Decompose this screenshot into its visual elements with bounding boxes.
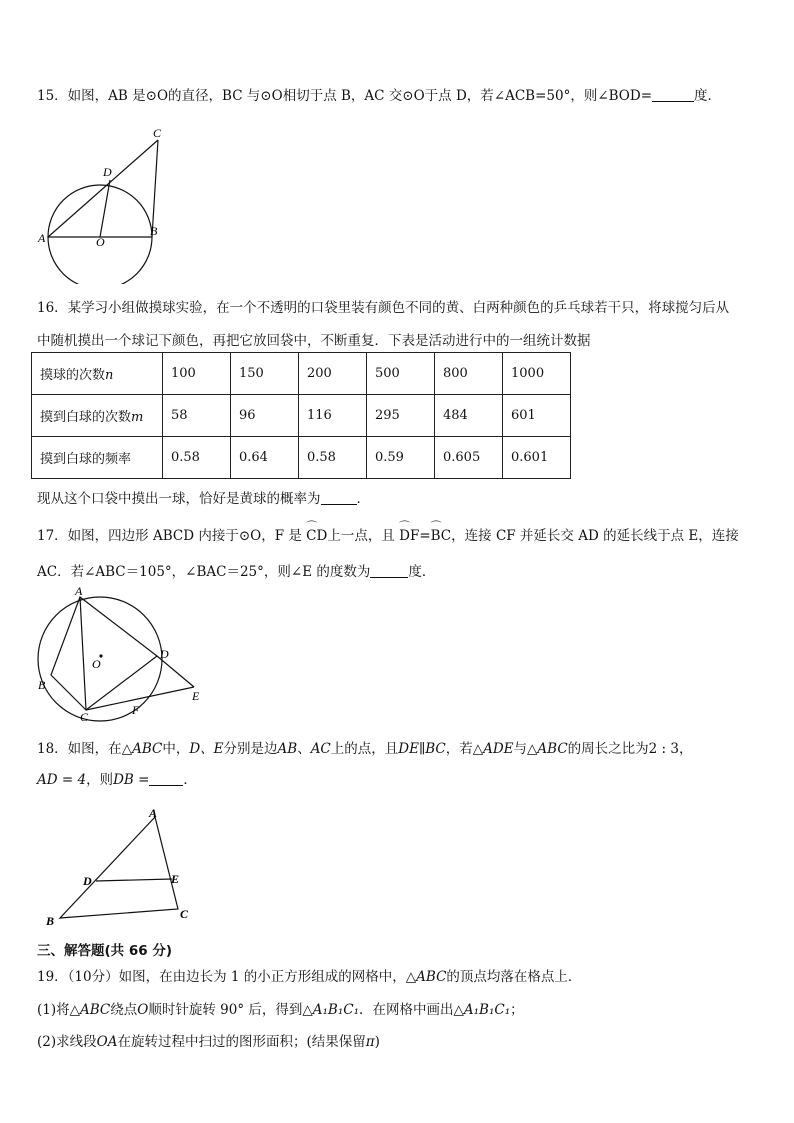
q16-line1: 16．某学习小组做摸球实验，在一个不透明的口袋里装有颜色不同的黄、白两种颜色的乒乓球若干只，将球搅匀后从 (37, 300, 730, 316)
table-cell: 500 (367, 353, 435, 395)
table-row-header: 摸到白球的次数m (32, 395, 163, 437)
q19-line1: 19．（10分）如图，在由边长为 1 的小正方形组成的网格中，△ABC的顶点均落在格点上． (37, 969, 582, 985)
q15-line-bc (152, 140, 158, 237)
q18-line2: AD = 4，则DB = ． (37, 772, 197, 788)
q17-label-d: D (160, 647, 169, 661)
table-cell: 58 (163, 395, 231, 437)
q15-label-a: A (38, 231, 46, 245)
q15-label-c: C (153, 126, 162, 140)
q17-quadrilateral-abcd (51, 597, 157, 710)
table-row (32, 353, 571, 395)
table-cell: 0.64 (231, 437, 299, 479)
table-cell: 116 (299, 395, 367, 437)
q16-stats-table (31, 352, 571, 479)
q15-text (37, 84, 721, 104)
table-cell: 150 (231, 353, 299, 395)
table-cell: 100 (163, 353, 231, 395)
q17-label-a: A (75, 584, 83, 598)
q15-answer-blank (652, 87, 694, 102)
q19-line3: (2)求线段OA在旋转过程中扫过的图形面积；(结果保留π) (37, 1034, 380, 1050)
q18-label-a: A (149, 806, 158, 820)
q15-tail: 度． (694, 88, 722, 104)
q17-arc-cd: ⌒ CD (306, 528, 327, 544)
q15-figure (36, 124, 176, 284)
q17-line2: AC．若∠ABC＝105°，∠BAC＝25°，则∠E 的度数为 度． (37, 564, 436, 580)
section-heading: 三、解答题(共 66 分) (37, 943, 173, 959)
q15-label-b: B (150, 224, 158, 238)
table-row-header: 摸球的次数n (32, 353, 163, 395)
q16-line2: 中随机摸出一个球记下颜色，再把它放回袋中，不断重复．下表是活动进行中的一组统计数据 (37, 333, 591, 349)
table-cell: 0.59 (367, 437, 435, 479)
q16-question: 现从这个口袋中摸出一球，恰好是黄球的概率为 ． (37, 491, 370, 507)
q15-label-d: D (103, 165, 112, 179)
table-cell: 1000 (503, 353, 571, 395)
q18-label-e: E (171, 872, 180, 886)
q16-answer-blank (321, 490, 357, 505)
q17-line1: 17．如图，四边形 ABCD 内接于⊙O，F 是 ⌒ CD上一点，且 ⌒ DF=⌒ BC，连接 CF 并延长交 AD 的延长线于点 E，连接 (37, 524, 739, 544)
q15-stem: 15．如图，AB 是⊙O的直径，BC 与⊙O相切于点 B，AC 交⊙O于点 D，若∠ACB=50°，则∠BOD= (37, 88, 653, 104)
table-cell: 0.601 (503, 437, 571, 479)
q15-line-od (100, 180, 110, 237)
q18-triangle-abc (60, 817, 178, 918)
q18-label-c: C (180, 907, 189, 921)
q17-arc-bc: ⌒ BC (431, 528, 452, 544)
q18-answer-blank (149, 771, 183, 786)
q15-label-o: O (96, 235, 105, 249)
q17-figure (34, 584, 214, 724)
table-cell: 295 (367, 395, 435, 437)
q18-figure (40, 803, 200, 928)
q17-answer-blank (370, 563, 408, 578)
q18-label-b: B (46, 914, 55, 928)
q18-line1: 18．如图，在△ABC中，D、E分别是边AB、AC上的点，且DE∥BC，若△ADE与△ABC的周长之比为2 : 3， (37, 741, 693, 757)
table-row (32, 437, 571, 479)
table-cell: 601 (503, 395, 571, 437)
q17-label-f: F (132, 703, 140, 717)
q17-label-o: O (92, 657, 101, 671)
table-cell: 0.605 (435, 437, 503, 479)
table-row-header: 摸到白球的频率 (32, 437, 163, 479)
q17-label-e: E (192, 689, 200, 703)
q19-line2: (1)将△ABC绕点O顺时针旋转 90° 后，得到△A₁B₁C₁．在网格中画出△A₁B₁C₁； (37, 1002, 524, 1018)
table-row (32, 395, 571, 437)
table-cell: 200 (299, 353, 367, 395)
table-cell: 484 (435, 395, 503, 437)
q18-line-de (96, 879, 172, 881)
q18-label-d: D (83, 874, 92, 888)
table-cell: 0.58 (299, 437, 367, 479)
table-cell: 96 (231, 395, 299, 437)
table-cell: 0.58 (163, 437, 231, 479)
q17-arc-df: ⌒ DF (399, 528, 419, 544)
table-cell: 800 (435, 353, 503, 395)
q17-line-ac (80, 597, 86, 710)
q17-label-c: C (80, 710, 89, 724)
q17-label-b: B (38, 678, 46, 692)
